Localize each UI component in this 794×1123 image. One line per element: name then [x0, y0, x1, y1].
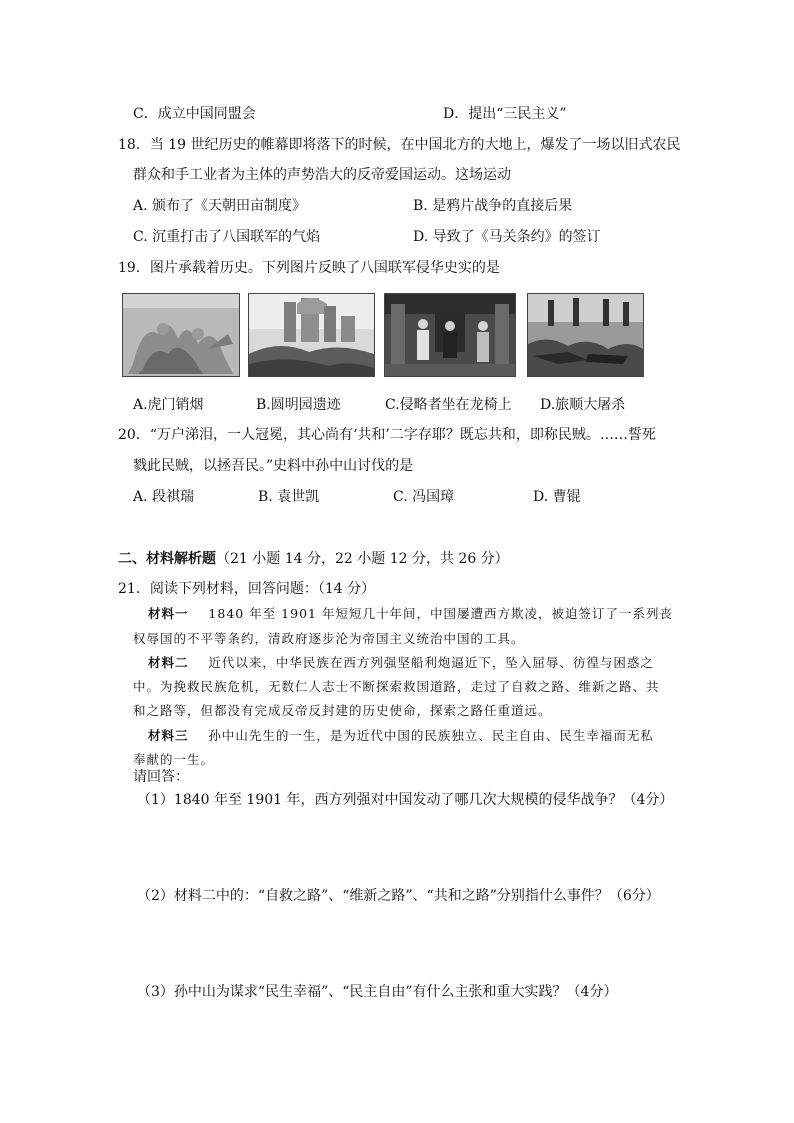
material-2-text: 近代以来，中华民族在西方列强坚船利炮逼近下，坠入屈辱、彷徨与困惑之: [208, 655, 654, 670]
section2-heading: [118, 550, 509, 568]
material-1-label: 材料一: [148, 606, 189, 621]
material-2-line3: 和之路等，但都没有完成反帝反封建的历史使命，探索之路任重道远。: [133, 703, 552, 718]
material-3-text: 孙中山先生的一生，是为近代中国的民族独立、民主自由、民生幸福而无私: [208, 728, 654, 743]
material-2-line1: [148, 654, 654, 672]
q21-stem: 21．阅读下列材料，回答问题：（14 分）: [118, 581, 376, 597]
q18-stem-line1: 18．当 19 世纪历史的帷幕即将落下的时候，在中国北方的大地上，爆发了一场以旧式农民: [118, 137, 681, 153]
material-3-label: 材料三: [148, 728, 189, 743]
q18-option-d: D. 导致了《马关条约》的签订: [413, 229, 601, 245]
material-1-line1: [148, 605, 673, 623]
q18-option-c: C. 沉重打击了八国联军的气焰: [133, 229, 321, 245]
photo-humen-relief: [122, 293, 240, 377]
q20-stem-line1: 20．“万户涕泪，一人冠冕，其心尚有‘共和’二字存耶？既忘共和，即称民贼。……誓死: [118, 427, 656, 443]
material-1-text: 1840 年至 1901 年短短几十年间，中国屡遭西方欺凌，被迫签订了一系列丧: [208, 606, 673, 621]
answer-prompt: 请回答：: [133, 769, 189, 785]
photo-lushun-massacre: [527, 293, 644, 377]
q19-caption-b: B.圆明园遗迹: [256, 397, 341, 413]
material-2-label: 材料二: [148, 655, 189, 670]
q20-stem-line2: 戮此民贼，以拯吾民。”史料中孙中山讨伐的是: [133, 458, 414, 474]
q17-option-c: C．成立中国同盟会: [133, 106, 256, 122]
q18-stem-line2: 群众和手工业者为主体的声势浩大的反帝爱国运动。这场运动: [133, 167, 511, 183]
q20-option-a: A. 段祺瑞: [133, 489, 195, 505]
q17-option-d: D．提出“三民主义”: [443, 106, 567, 122]
photo-yuanmingyuan-ruins: [248, 293, 375, 377]
section2-note: （21 小题 14 分，22 小题 12 分，共 26 分）: [216, 551, 509, 567]
q20-option-d: D. 曹锟: [533, 489, 581, 505]
q19-stem: 19．图片承载着历史。下列图片反映了八国联军侵华史实的是: [118, 260, 500, 276]
q21-sub3: （3）孙中山为谋求“民生幸福”、“民主自由”有什么主张和重大实践？（4分）: [137, 984, 618, 1000]
q18-option-a: A. 颁布了《天朝田亩制度》: [133, 198, 307, 214]
q20-option-c: C. 冯国璋: [393, 489, 455, 505]
q18-option-b: B. 是鸦片战争的直接后果: [413, 198, 573, 214]
q19-caption-a: A.虎门销烟: [133, 397, 204, 413]
section2-title: 二、材料解析题: [118, 551, 216, 567]
material-2-line2: 中。为挽救民族危机，无数仁人志士不断探索救国道路，走过了自救之路、维新之路、共: [133, 679, 660, 694]
photo-invaders-on-throne: [384, 293, 516, 377]
q19-caption-d: D.旅顺大屠杀: [540, 397, 626, 413]
q21-sub2: （2）材料二中的：“自救之路”、“维新之路”、“共和之路”分别指什么事件？（6分）: [137, 888, 660, 904]
q21-sub1: （1）1840 年至 1901 年，西方列强对中国发动了哪几次大规模的侵华战争？（4分）: [137, 792, 674, 808]
q19-caption-c: C.侵略者坐在龙椅上: [385, 397, 512, 413]
material-1-line2: 权辱国的不平等条约，清政府逐步沦为帝国主义统治中国的工具。: [133, 631, 525, 646]
material-3-line1: [148, 727, 654, 745]
q20-option-b: B. 袁世凯: [258, 489, 320, 505]
material-3-line2: 奉献的一生。: [133, 752, 215, 767]
